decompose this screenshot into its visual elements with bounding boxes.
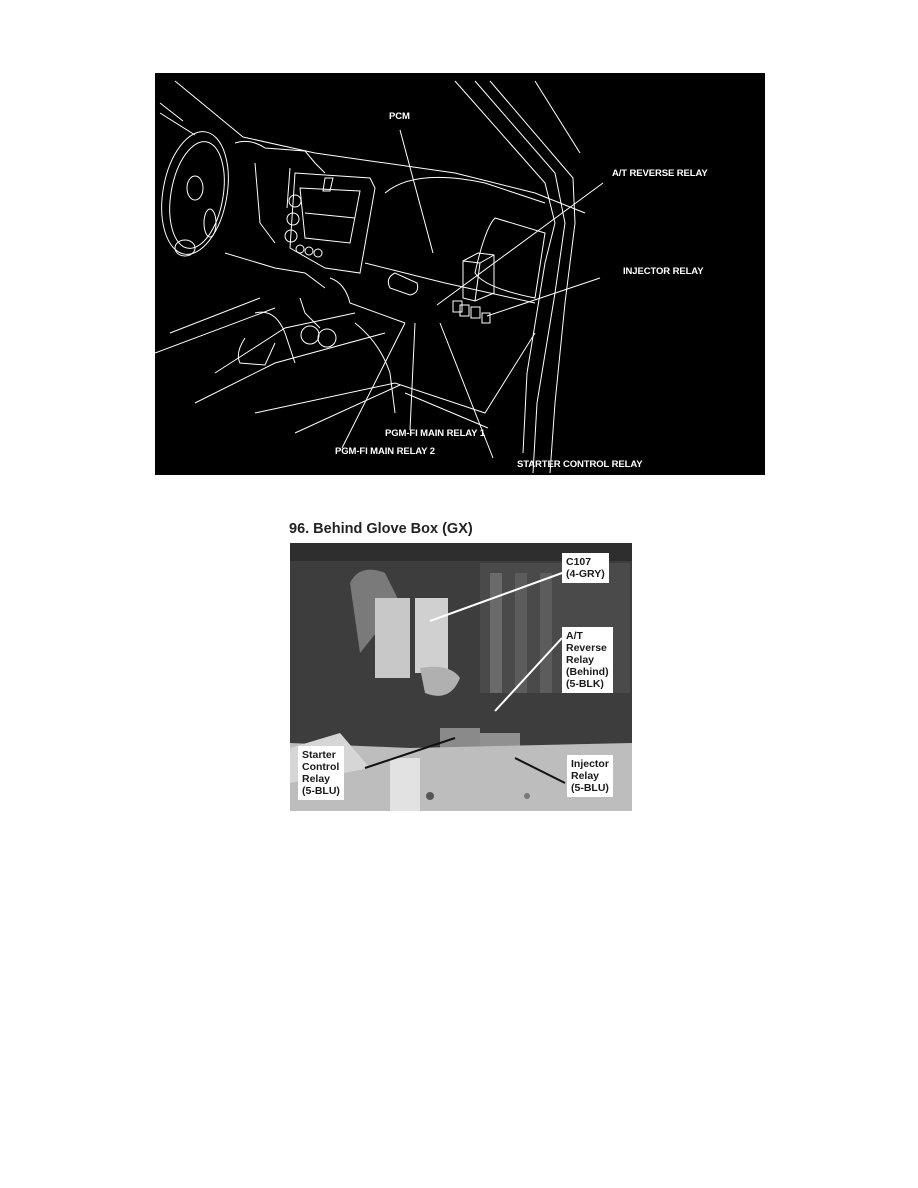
callout-line: Relay: [566, 654, 595, 666]
injector-relay-callout: [567, 755, 613, 797]
callout-line: A/T: [566, 630, 583, 642]
figure-title: 96. Behind Glove Box (GX): [289, 521, 473, 537]
c107-callout: [562, 553, 609, 583]
starter-control-relay-label: STARTER CONTROL RELAY: [517, 459, 643, 470]
pcm-label: PCM: [389, 111, 410, 122]
callout-line: Relay: [302, 773, 331, 785]
pgm-fi-main-relay-1-label: PGM-FI MAIN RELAY 1: [385, 428, 485, 439]
callout-line: (4-GRY): [566, 568, 605, 580]
glove-box-photo: [290, 543, 632, 811]
pgm-fi-main-relay-2-label: PGM-FI MAIN RELAY 2: [335, 446, 435, 457]
callout-line: C107: [566, 556, 592, 568]
starter-control-relay-callout: [298, 746, 344, 800]
callout-line: (5-BLU): [302, 785, 340, 797]
callout-line: Starter: [302, 749, 336, 761]
callout-line: Relay: [571, 770, 600, 782]
callout-line: (Behind): [566, 666, 609, 678]
at-reverse-relay-label: A/T REVERSE RELAY: [612, 168, 708, 179]
callout-line: Reverse: [566, 642, 607, 654]
callout-line: Control: [302, 761, 340, 773]
injector-relay-label: INJECTOR RELAY: [623, 266, 704, 277]
callout-line: (5-BLU): [571, 782, 609, 794]
dashboard-relay-location-diagram: [155, 73, 765, 475]
callout-line: (5-BLK): [566, 678, 604, 690]
at-reverse-relay-callout: [562, 627, 613, 693]
callout-line: Injector: [571, 758, 609, 770]
